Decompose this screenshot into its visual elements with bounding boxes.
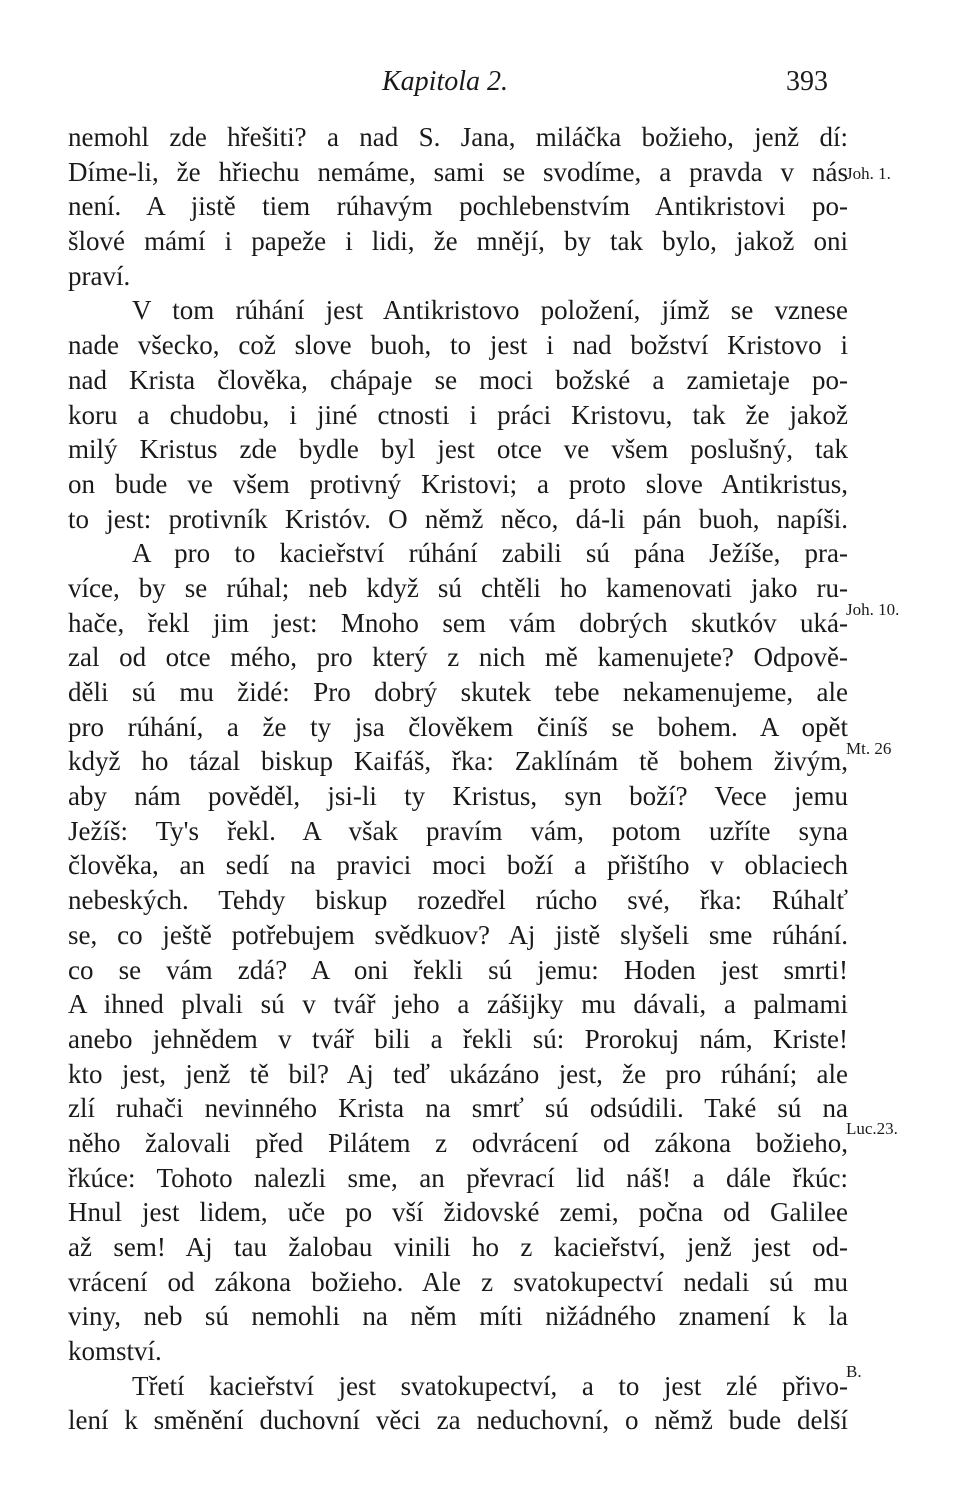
text-line: není. A jistě tiem rúhavým pochlebenstvím Antikristovi po- bbox=[68, 191, 848, 222]
text-line: děli sú mu židé: Pro dobrý skutek tebe nekamenujeme, ale bbox=[68, 677, 848, 707]
text-line: viny, neb sú nemohli na něm míti nižádného znamení k la bbox=[68, 1301, 848, 1332]
page-header bbox=[0, 66, 960, 106]
text-line: kto jest, jenž tě bil? Aj teď ukázáno jest, že pro rúhání; ale bbox=[68, 1058, 848, 1089]
text-line: více, by se rúhal; neb když sú chtěli ho kamenovati jako ru- bbox=[68, 572, 848, 603]
text-line: se, co ještě potřebujem svědkuov? Aj jistě slyšeli sme rúhání. bbox=[68, 919, 848, 950]
text-line: šlové mámí i papeže i lidi, že mnějí, by tak bylo, jakož oni bbox=[68, 226, 848, 257]
text-line: lení k směnění duchovní věci za neduchovní, o němž bude delší bbox=[68, 1405, 848, 1436]
margin-note: Joh. 1. bbox=[846, 164, 891, 183]
text-line: komství. bbox=[68, 1336, 162, 1367]
margin-note: B. bbox=[846, 1362, 862, 1381]
text-line: Třetí kacieřství jest svatokupectví, a to jest zlé přivo- bbox=[132, 1370, 848, 1401]
text-line: vrácení od zákona božieho. Ale z svatokupectví nedali sú mu bbox=[68, 1266, 848, 1297]
text-line: to jest: protivník Kristóv. O němž něco, dá-li pán buoh, napíši. bbox=[68, 503, 848, 534]
text-line: zlí ruhači nevinného Krista na smrť sú odsúdili. Také sú na bbox=[68, 1093, 848, 1124]
text-line: řkúce: Tohoto nalezli sme, an převrací lid náš! a dále řkúc: bbox=[68, 1162, 848, 1193]
text-line: nebeských. Tehdy biskup rozedřel rúcho své, řka: Rúhalť bbox=[68, 885, 848, 916]
text-line: koru a chudobu, i jiné ctnosti i práci Kristovu, tak že jakož bbox=[68, 399, 848, 430]
margin-note: Joh. 10. bbox=[846, 600, 900, 619]
text-line: hače, řekl jim jest: Mnoho sem vám dobrých skutkóv uká- bbox=[68, 607, 848, 638]
text-line: A ihned plvali sú v tvář jeho a zášijky mu dávali, a palmami bbox=[68, 989, 848, 1020]
running-title: Kapitola 2. bbox=[382, 66, 509, 97]
text-line: zal od otce mého, pro který z nich mě kamenujete? Odpově- bbox=[68, 642, 848, 673]
text-line: Hnul jest lidem, uče po vší židovské zemi, počna od Galilee bbox=[68, 1197, 848, 1228]
text-line: něho žalovali před Pilátem z odvrácení od zákona božieho, bbox=[68, 1127, 848, 1158]
text-line: on bude ve všem protivný Kristovi; a proto slove Antikristus, bbox=[68, 468, 848, 499]
text-line: nad Krista člověka, chápaje se moci božské a zamietaje po- bbox=[68, 364, 848, 395]
body-text bbox=[68, 120, 848, 1438]
page-number: 393 bbox=[786, 66, 828, 97]
text-line: Ježíš: Ty's řekl. A však pravím vám, potom uzříte syna bbox=[68, 815, 848, 846]
text-line: nemohl zde hřešiti? a nad S. Jana, miláčka božieho, jenž dí: bbox=[68, 122, 848, 152]
text-line: V tom rúhání jest Antikristovo položení, jímž se vznese bbox=[132, 295, 848, 326]
text-line: aby nám pověděl, jsi-li ty Kristus, syn boží? Vece jemu bbox=[68, 781, 848, 812]
text-line: A pro to kacieřství rúhání zabili sú pána Ježíše, pra- bbox=[132, 538, 848, 569]
text-line: člověka, an sedí na pravici moci boží a přištího v oblaciech bbox=[68, 850, 848, 881]
text-line: pro rúhání, a že ty jsa člověkem činíš se bohem. A opět bbox=[68, 711, 848, 742]
text-line: Díme-li, že hřiechu nemáme, sami se svodíme, a pravda v nás bbox=[68, 156, 848, 187]
text-line: až sem! Aj tau žalobau vinili ho z kacieřství, jenž jest od- bbox=[68, 1232, 848, 1262]
text-line: co se vám zdá? A oni řekli sú jemu: Hoden jest smrti! bbox=[68, 954, 848, 985]
text-line: nade všecko, což slove buoh, to jest i nad božství Kristovo i bbox=[68, 330, 848, 361]
text-line: praví. bbox=[68, 260, 131, 291]
margin-note: Luc.23. bbox=[846, 1119, 898, 1138]
margin-note: Mt. 26 bbox=[846, 739, 892, 758]
text-line: když ho tázal biskup Kaifáš, řka: Zaklínám tě bohem živým, bbox=[68, 746, 848, 777]
text-line: anebo jehnědem v tvář bili a řekli sú: Prorokuj nám, Kriste! bbox=[68, 1023, 848, 1054]
text-line: milý Kristus zde bydle byl jest otce ve všem poslušný, tak bbox=[68, 434, 848, 465]
